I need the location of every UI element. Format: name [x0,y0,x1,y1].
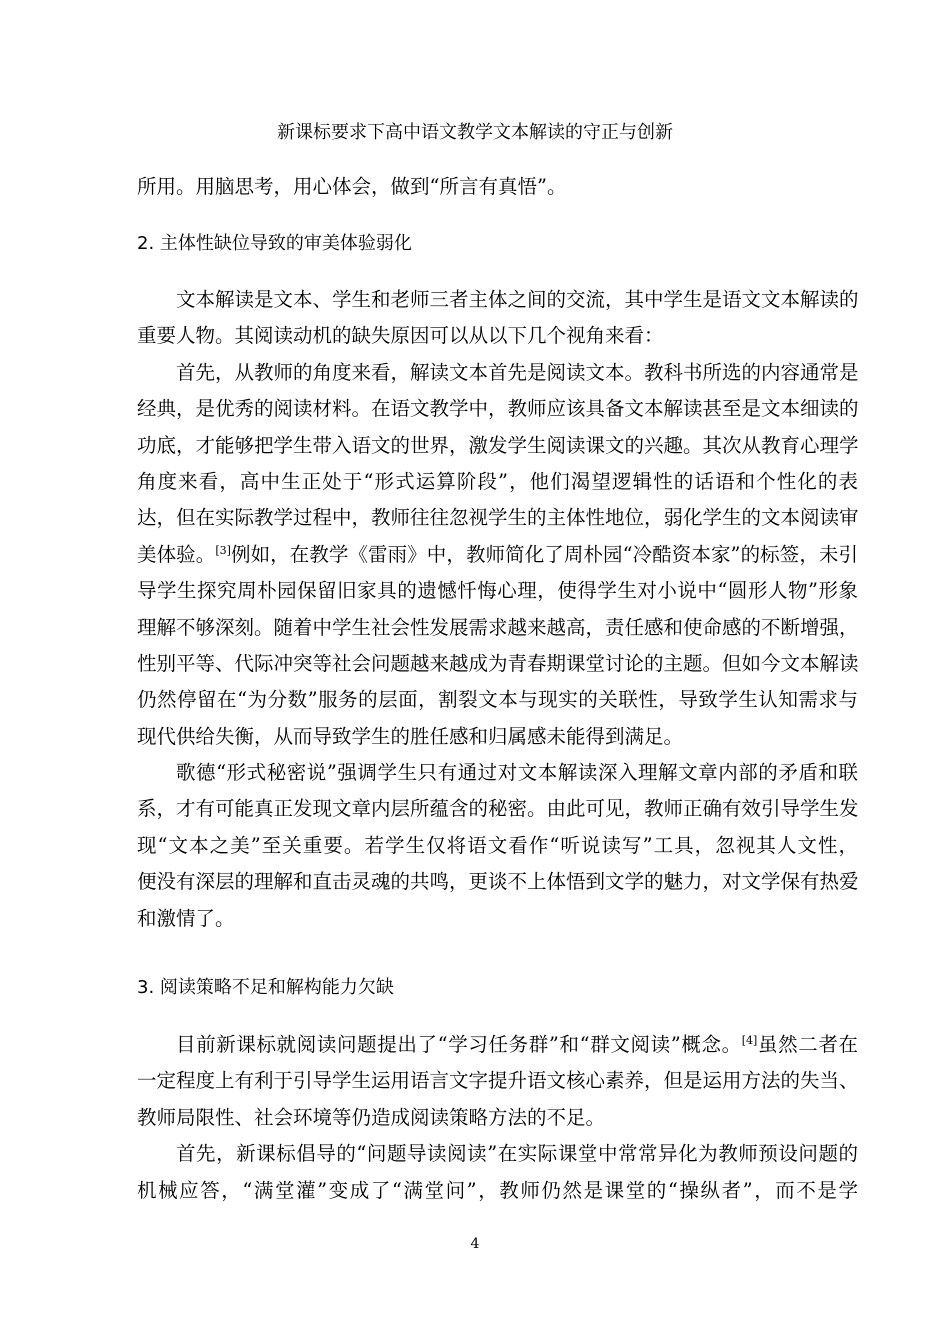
line-text: 功底，才能够把学生带入语文的世界，激发学生阅读课文的兴趣。其次从教育心理学 [137,433,859,457]
text-line [137,828,858,864]
text-line [137,537,858,573]
page-number: 4 [470,1236,480,1252]
text-line [137,500,858,536]
line-text: 角度来看，高中生正处于“形式运算阶段”，他们渴望逻辑性的话语和个性化的表 [137,469,858,493]
line-text: 便没有深层的理解和直击灵魂的共鸣，更谈不上体悟到文学的魅力，对文学保有热爱 [137,870,859,894]
section-heading-text: 2. 主体性缺位导致的审美体验弱化 [137,233,412,254]
section-heading [137,970,858,1006]
text-line [137,464,858,500]
line-text: 达，但在实际教学过程中，教师往往忽视学生的主体性地位，弱化学生的文本阅读审 [137,506,859,530]
text-line [137,682,858,718]
line-text: 例如，在教学《雷雨》中，教师简化了周朴园“冷酷资本家”的标签，未引 [230,542,858,566]
line-text: 机械应答，“满堂灌”变成了“满堂问”，教师仍然是课堂的“操纵者”，而不是学 [137,1178,858,1202]
text-line [137,719,858,755]
text-line [137,428,858,464]
text-line [137,282,858,318]
line-text: 目前新课标就阅读问题提出了“学习任务群”和“群文阅读”概念。 [176,1033,742,1056]
text-line [137,391,858,427]
line-text: 理解不够深刻。随着中学生社会性发展需求越来越高，责任感和使命感的不断增强， [137,615,859,639]
line-text: 虽然二者在 [757,1033,858,1056]
citation-marker: [3] [215,543,231,557]
line-text: 首先，从教师的角度来看，解读文本首先是阅读文本。教科书所选的内容通常是 [176,360,859,384]
text-line [137,318,858,354]
paragraph-block [137,282,858,937]
text-line [137,573,858,609]
text-line [137,169,858,205]
text-line [137,864,858,900]
line-text: 和激情了。 [137,906,235,930]
line-text: 美体验。 [137,542,216,566]
line-text: 教师局限性、社会环境等仍造成阅读策略方法的不足。 [137,1105,606,1129]
text-line [137,355,858,391]
line-text: 性别平等、代际冲突等社会问题越来越成为青春期课堂讨论的主题。但如今文本解读 [137,651,859,675]
citation-marker: [4] [741,1034,758,1047]
line-text: 首先，新课标倡导的“问题导读阅读”在实际课堂中常常异化为教师预设问题的 [176,1142,858,1166]
text-line [137,1063,858,1099]
line-text: 文本解读是文本、学生和老师三者主体之间的交流，其中学生是语文文本解读的 [176,288,859,311]
line-text: 系，才有可能真正发现文章内层所蕴含的秘密。由此可见，教师正确有效引导学生发 [137,797,859,821]
running-header: 新课标要求下高中语文教学文本解读的守正与创新 [277,122,673,143]
line-text: 现代供给失衡，从而导致学生的胜任感和归属感未能得到满足。 [137,724,684,748]
text-line [137,610,858,646]
text-line [137,901,858,937]
line-text: 一定程度上有利于引导学生运用语言文字提升语文核心素养，但是运用方法的失当、 [137,1069,859,1093]
text-line [137,791,858,827]
text-line [137,1136,858,1172]
line-text: 经典，是优秀的阅读材料。在语文教学中，教师应该具备文本解读甚至是文本细读的 [137,397,859,421]
section-heading-text: 3. 阅读策略不足和解构能力欠缺 [137,977,394,998]
section-heading [137,226,858,262]
text-line [137,1100,858,1136]
paragraph-block [137,1027,858,1209]
line-text: 歌德“形式秘密说”强调学生只有通过对文本解读深入理解文章内部的矛盾和联 [176,761,858,785]
line-text: 仍然停留在“为分数”服务的层面，割裂文本与现实的关联性，导致学生认知需求与 [137,688,858,712]
line-text: 导学生探究周朴园保留旧家具的遗憾忏悔心理，使得学生对小说中“圆形人物”形象 [137,579,858,603]
text-line [137,1173,858,1209]
text-line [137,646,858,682]
line-text: 重要人物。其阅读动机的缺失原因可以从以下几个视角来看： [137,324,664,348]
text-line [137,1027,858,1063]
text-line [137,755,858,791]
line-text: 所用。用脑思考，用心体会，做到“所言有真悟”。 [137,175,567,198]
line-text: 现“文本之美”至关重要。若学生仅将语文看作“听说读写”工具，忽视其人文性， [137,833,858,857]
paragraph-block [137,169,858,205]
